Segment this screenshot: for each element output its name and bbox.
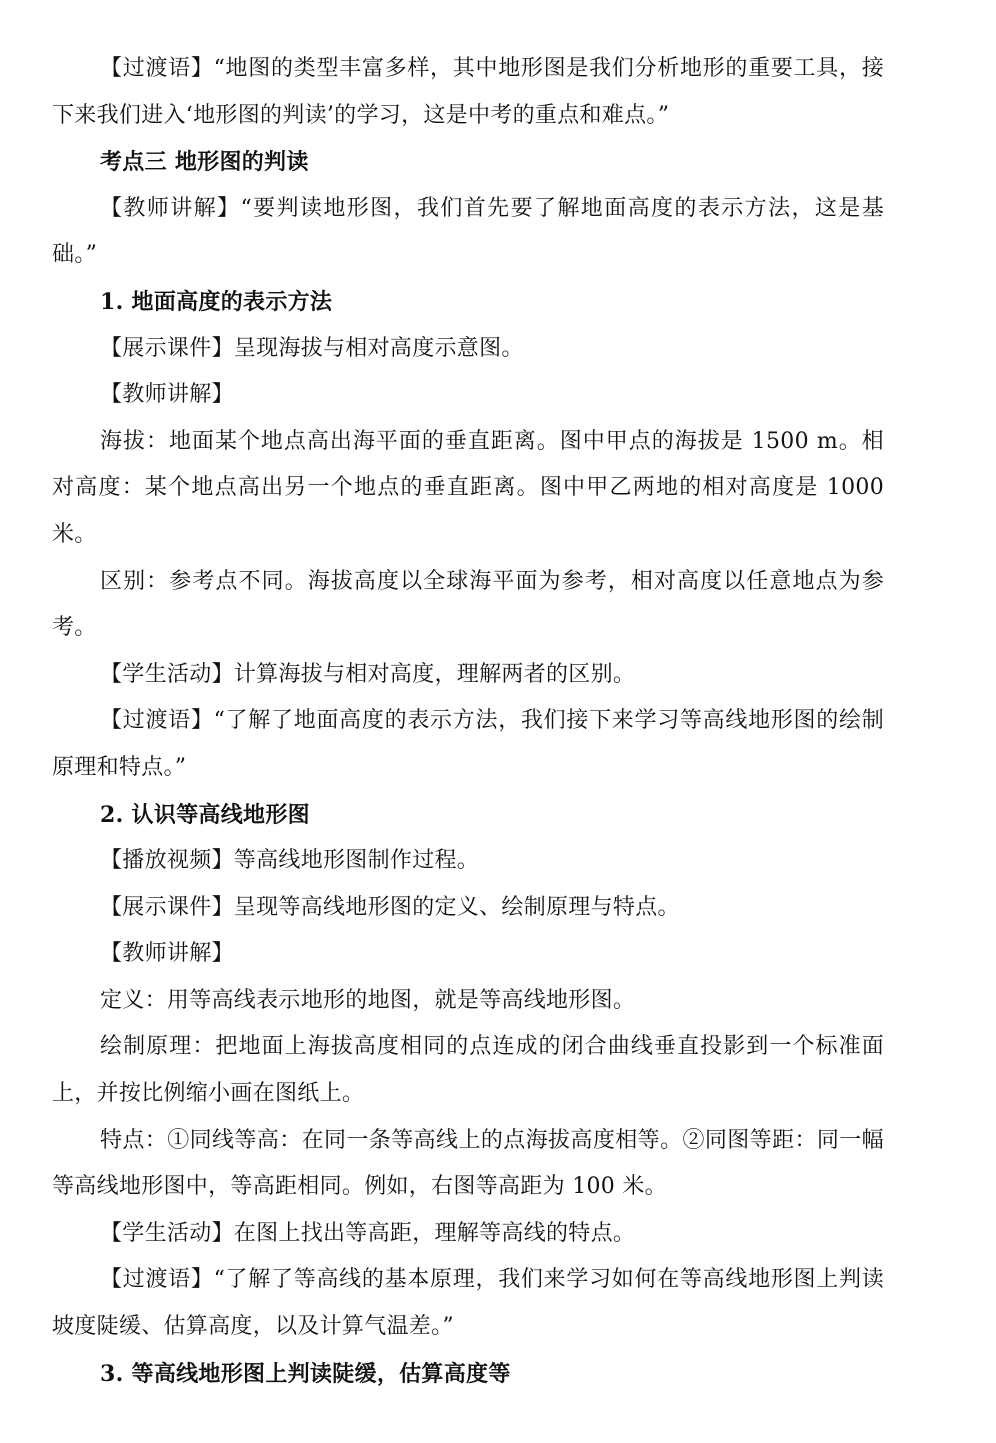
video-paragraph: 【播放视频】等高线地形图制作过程。 [100,848,480,874]
courseware-paragraph: 【展示课件】呈现等高线地形图的定义、绘制原理与特点。 [100,894,680,920]
definition-paragraph: 定义：用等高线表示地形的地图，就是等高线地形图。 [100,987,636,1013]
teacher-paragraph: 【教师讲解】“要判读地形图，我们首先要了解地面高度的表示方法，这是基础。” [52,195,884,268]
transition-paragraph: 【过渡语】“地图的类型丰富多样，其中地形图是我们分析地形的重要工具，接下来我们进入‘地形图的判读’的学习，这是中考的重点和难点。” [52,56,884,128]
transition-paragraph: 【过渡语】“了解了地面高度的表示方法，我们接下来学习等高线地形图的绘制原理和特点。” [52,708,884,780]
teacher-paragraph: 【教师讲解】 [100,382,234,408]
subsection-heading: 3. 等高线地形图上判读陡缓，估算高度等 [100,1360,511,1387]
student-activity-paragraph: 【学生活动】计算海拔与相对高度，理解两者的区别。 [100,661,636,687]
subsection-heading: 1. 地面高度的表示方法 [100,288,333,315]
document-page [52,46,884,1397]
section-heading: 考点三 地形图的判读 [100,149,309,176]
features-paragraph: 特点：①同线等高：在同一条等高线上的点海拔高度相等。②同图等距：同一幅等高线地形图中，等高距相同。例如，右图等高距为 100 米。 [52,1127,884,1200]
student-activity-paragraph: 【学生活动】在图上找出等高距，理解等高线的特点。 [100,1220,636,1246]
difference-paragraph: 区别：参考点不同。海拔高度以全球海平面为参考，相对高度以任意地点为参考。 [52,568,884,641]
principle-paragraph: 绘制原理：把地面上海拔高度相同的点连成的闭合曲线垂直投影到一个标准面上，并按比例缩小画在图纸上。 [52,1034,884,1107]
altitude-paragraph: 海拔：地面某个地点高出海平面的垂直距离。图中甲点的海拔是 1500 m。相对高度：某个地点高出另一个地点的垂直距离。图中甲乙两地的相对高度是 1000 米。 [52,428,884,547]
teacher-paragraph: 【教师讲解】 [100,941,234,967]
courseware-paragraph: 【展示课件】呈现海拔与相对高度示意图。 [100,335,524,361]
subsection-heading: 2. 认识等高线地形图 [100,801,310,828]
transition-paragraph: 【过渡语】“了解了等高线的基本原理，我们来学习如何在等高线地形图上判读坡度陡缓、估算高度，以及计算气温差。” [52,1267,884,1340]
